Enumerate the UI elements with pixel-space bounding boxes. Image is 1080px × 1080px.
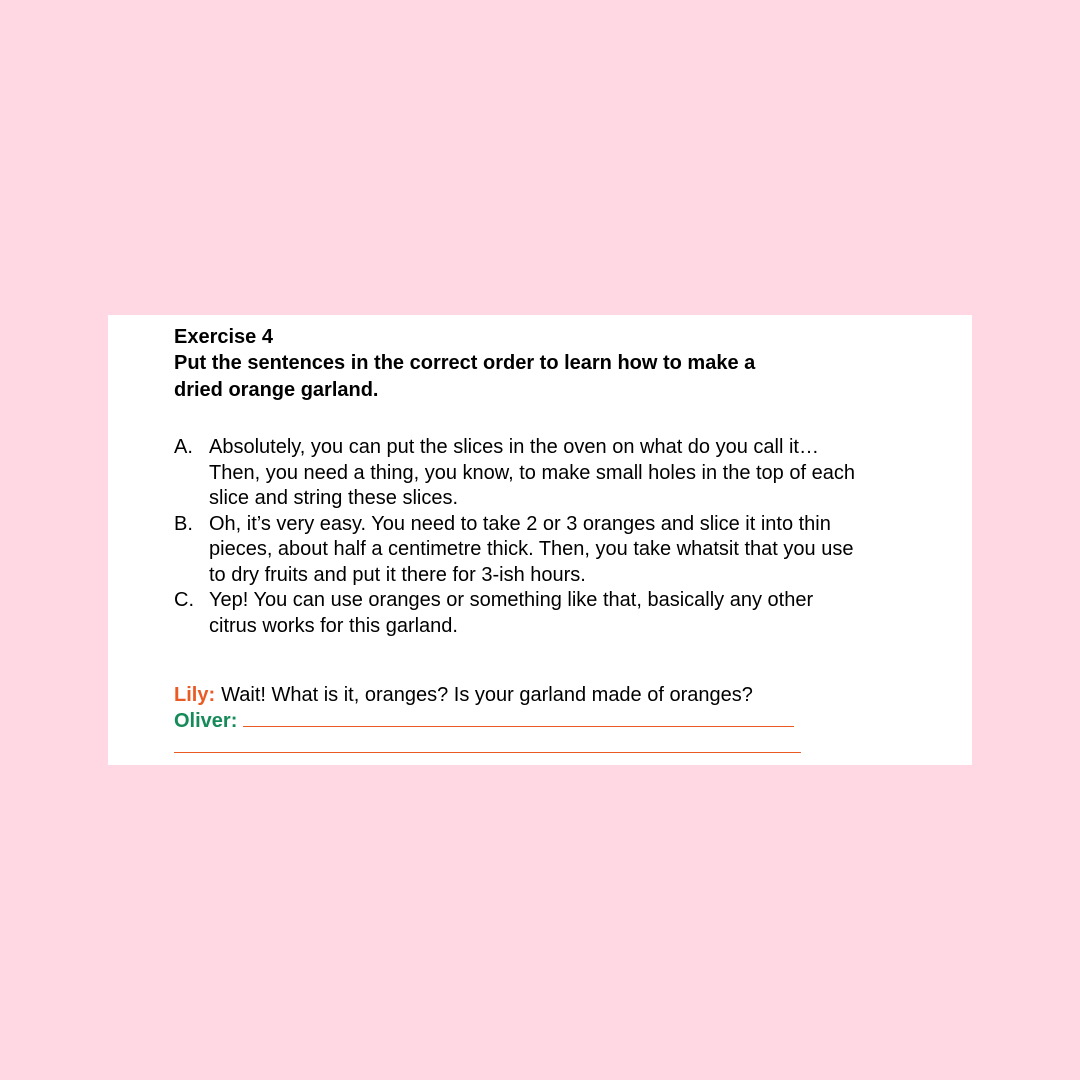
option-b [174, 512, 864, 589]
option-letter: C. [174, 589, 194, 611]
option-text: Oh, it’s very easy. You need to take 2 or 3 oranges and slice it into thin pieces, about half a centimetre thick. Then, you take whatsit that you use to dry fruits and put it there for 3-ish hours. [209, 512, 854, 586]
oliver-line [174, 708, 874, 734]
oliver-speaker-label: Oliver: [174, 710, 238, 732]
answer-blank-line-2[interactable] [174, 734, 801, 753]
exercise-card [108, 315, 972, 765]
option-a [174, 435, 864, 512]
option-letter: A. [174, 436, 193, 458]
option-c [174, 588, 864, 639]
option-text: Absolutely, you can put the slices in the oven on what do you call it…Then, you need a thing, you know, to make small holes in the top of each slice and string these slices. [209, 436, 855, 509]
answer-blank-line[interactable] [243, 708, 794, 727]
option-letter: B. [174, 512, 193, 535]
lily-line [174, 682, 874, 708]
option-text: Yep! You can use oranges or something like that, basically any other citrus works for this garland. [209, 589, 814, 637]
lily-speaker-label: Lily: [174, 684, 216, 706]
dialogue [174, 682, 874, 753]
options-list [174, 435, 864, 639]
exercise-title: Exercise 4 [174, 326, 273, 348]
lily-line-text: Wait! What is it, oranges? Is your garland made of oranges? [221, 684, 753, 706]
exercise-instructions: Put the sentences in the correct order to learn how to make a dried orange garland. [174, 352, 756, 401]
